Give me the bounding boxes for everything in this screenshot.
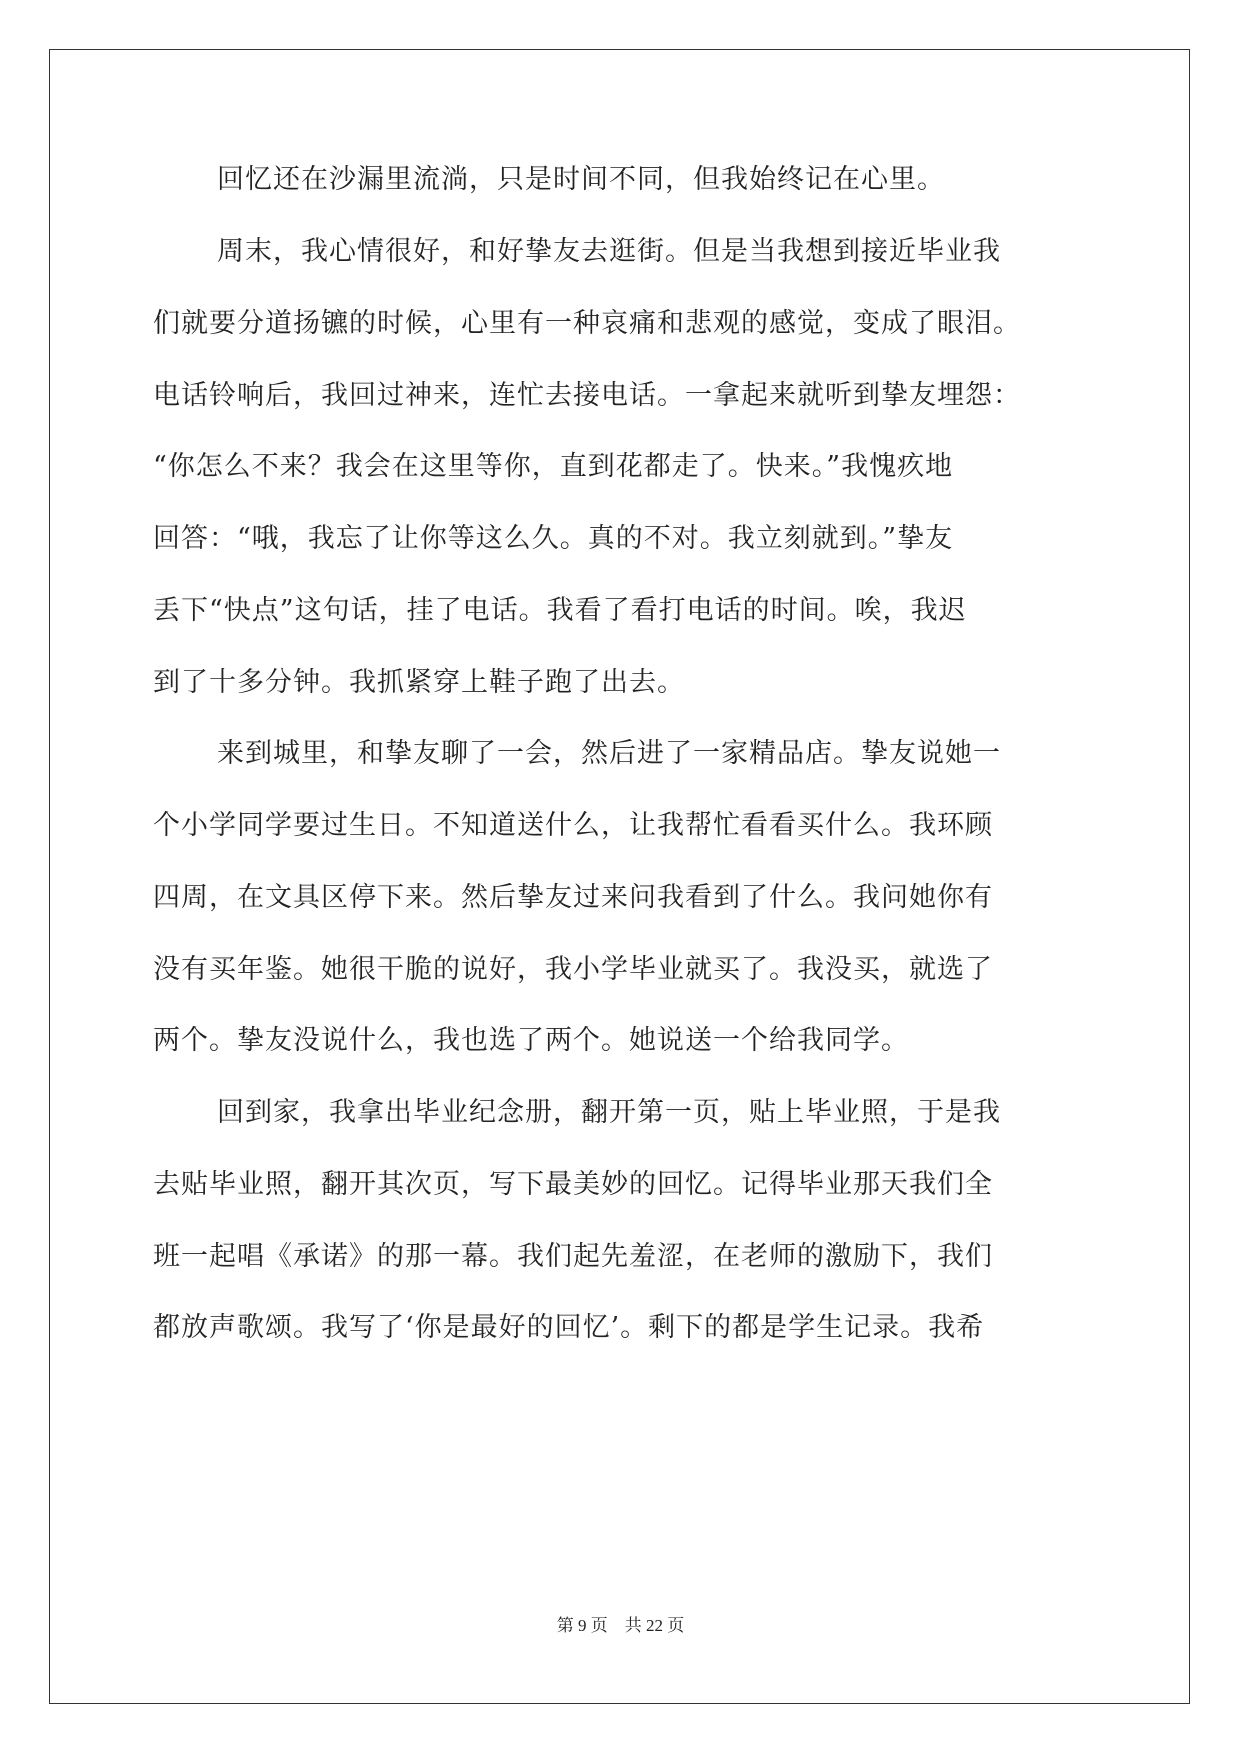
paragraph-line: 班一起唱《承诺》的那一幕。我们起先羞涩，在老师的激励下，我们 [153, 1241, 993, 1272]
paragraph-line: 四周，在文具区停下来。然后挚友过来问我看到了什么。我问她你有 [153, 882, 993, 913]
paragraph-line: 丢下“快点”这句话，挂了电话。我看了看打电话的时间。唉，我迟 [153, 595, 967, 626]
paragraph-line: 没有买年鉴。她很干脆的说好，我小学毕业就买了。我没买，就选了 [153, 954, 993, 985]
paragraph-line: 去贴毕业照，翻开其次页，写下最美妙的回忆。记得毕业那天我们全 [153, 1169, 993, 1200]
paragraph-line: 回答：“哦，我忘了让你等这么久。真的不对。我立刻就到。”挚友 [153, 523, 954, 554]
paragraph-line: 回到家，我拿出毕业纪念册，翻开第一页，贴上毕业照，于是我 [217, 1097, 1001, 1128]
page-footer [0, 1614, 1241, 1638]
page-number-label: 第 9 页 共 22 页 [556, 1616, 685, 1635]
paragraph-line: 来到城里，和挚友聊了一会，然后进了一家精品店。挚友说她一 [217, 738, 1001, 769]
paragraph-line: 回忆还在沙漏里流淌，只是时间不同，但我始终记在心里。 [217, 164, 945, 195]
paragraph-line: 们就要分道扬镳的时候，心里有一种哀痛和悲观的感觉，变成了眼泪。 [153, 308, 1021, 339]
paragraph-line: 都放声歌颂。我写了‘你是最好的回忆’。剩下的都是学生记录。我希 [153, 1312, 985, 1343]
page-border [49, 49, 1190, 1704]
paragraph-line: 到了十多分钟。我抓紧穿上鞋子跑了出去。 [153, 667, 685, 698]
paragraph-line: 电话铃响后，我回过神来，连忙去接电话。一拿起来就听到挚友埋怨： [153, 380, 1021, 411]
paragraph-line: 两个。挚友没说什么，我也选了两个。她说送一个给我同学。 [153, 1025, 909, 1056]
paragraph-line: 个小学同学要过生日。不知道送什么，让我帮忙看看买什么。我环顾 [153, 810, 993, 841]
paragraph-line: “你怎么不来？我会在这里等你，直到花都走了。快来。”我愧疚地 [153, 451, 954, 482]
paragraph-line: 周末，我心情很好，和好挚友去逛街。但是当我想到接近毕业我 [217, 236, 1001, 267]
